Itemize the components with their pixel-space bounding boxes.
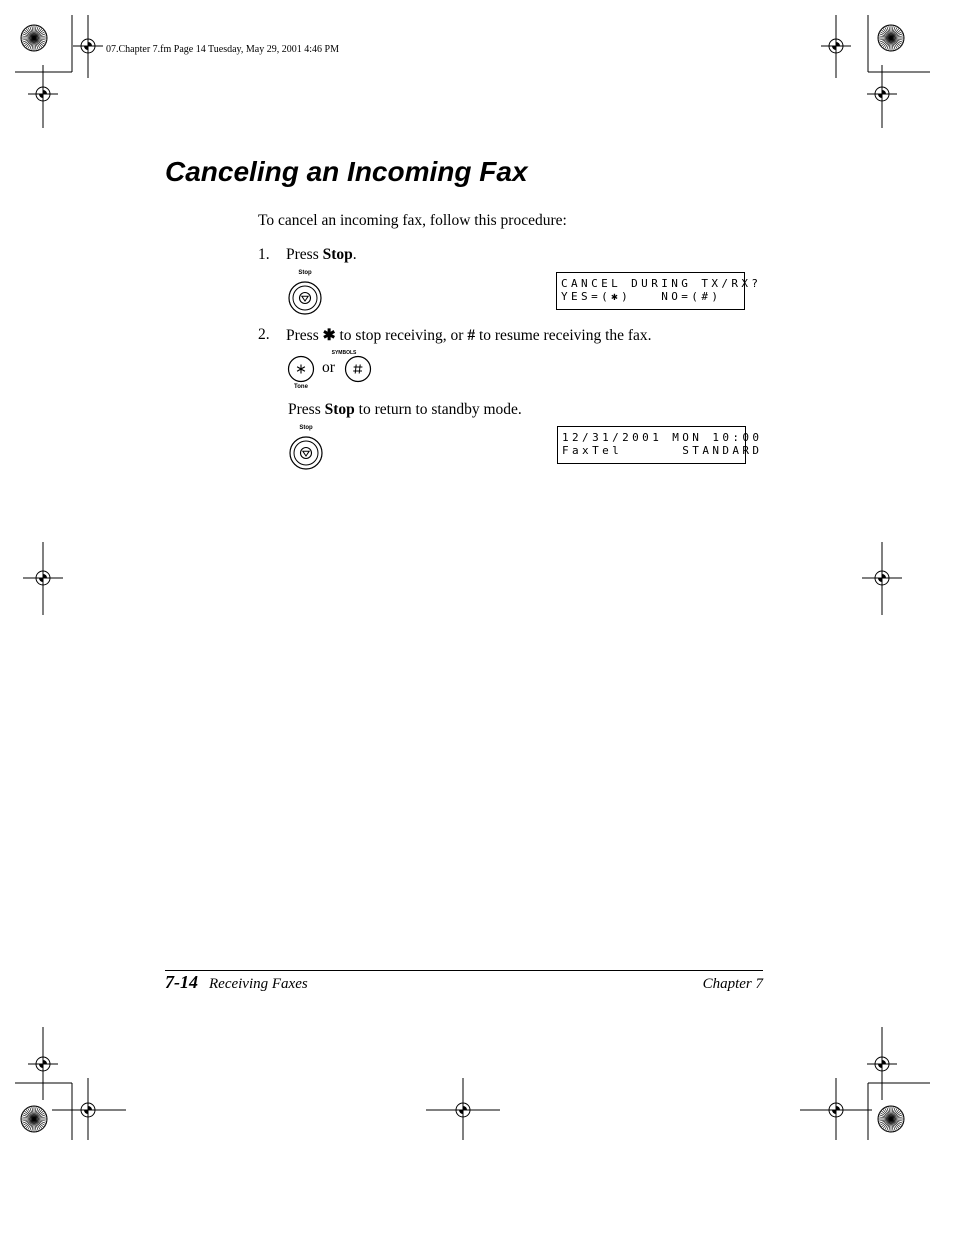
followup-text: Press Stop to return to standby mode. — [288, 401, 522, 418]
step-number: 1. — [258, 246, 270, 263]
lcd-display-standby — [557, 426, 763, 464]
footer-section-title: Receiving Faxes — [209, 976, 308, 992]
lcd-line-1: CANCEL DURING TX/RX? — [561, 277, 762, 290]
star-key-icon — [287, 355, 315, 383]
hash-symbol: # — [467, 327, 476, 344]
footer-rule — [165, 970, 763, 971]
starburst-target-icon — [878, 1106, 904, 1132]
page-title: Canceling an Incoming Fax — [165, 156, 528, 187]
lcd-line-2: FaxTel STANDARD — [562, 444, 763, 457]
stop-key-label: Stop — [298, 270, 312, 276]
step-text: Press Stop. — [286, 246, 357, 263]
intro-text: To cancel an incoming fax, follow this procedure: — [258, 212, 567, 229]
lcd-line-2: YES=(✱) NO=(#) — [561, 290, 722, 303]
print-header-stamp: 07.Chapter 7.fm Page 14 Tuesday, May 29, 2001 4:46 PM — [106, 44, 339, 55]
or-text: or — [322, 359, 335, 376]
stop-key-label: Stop — [299, 425, 313, 431]
starburst-target-icon — [21, 1106, 47, 1132]
starburst-target-icon — [21, 25, 47, 51]
lcd-line-1: 12/31/2001 MON 10:00 — [562, 431, 763, 444]
footer-page-number: 7-14 — [165, 972, 198, 992]
step-number: 2. — [258, 326, 270, 343]
tone-key-label: Tone — [294, 384, 308, 390]
starburst-target-icon — [878, 25, 904, 51]
star-symbol: ✱ — [322, 327, 336, 344]
footer-chapter: Chapter 7 — [702, 976, 763, 992]
hash-key-icon — [344, 355, 372, 383]
stop-key-icon — [287, 280, 323, 316]
lcd-display-cancel — [556, 272, 762, 310]
stop-key-icon — [288, 435, 324, 471]
symbols-key-label: SYMBOLS — [331, 350, 357, 356]
step-text: Press ✱ to stop receiving, or # to resume receiving the fax. — [286, 327, 652, 344]
